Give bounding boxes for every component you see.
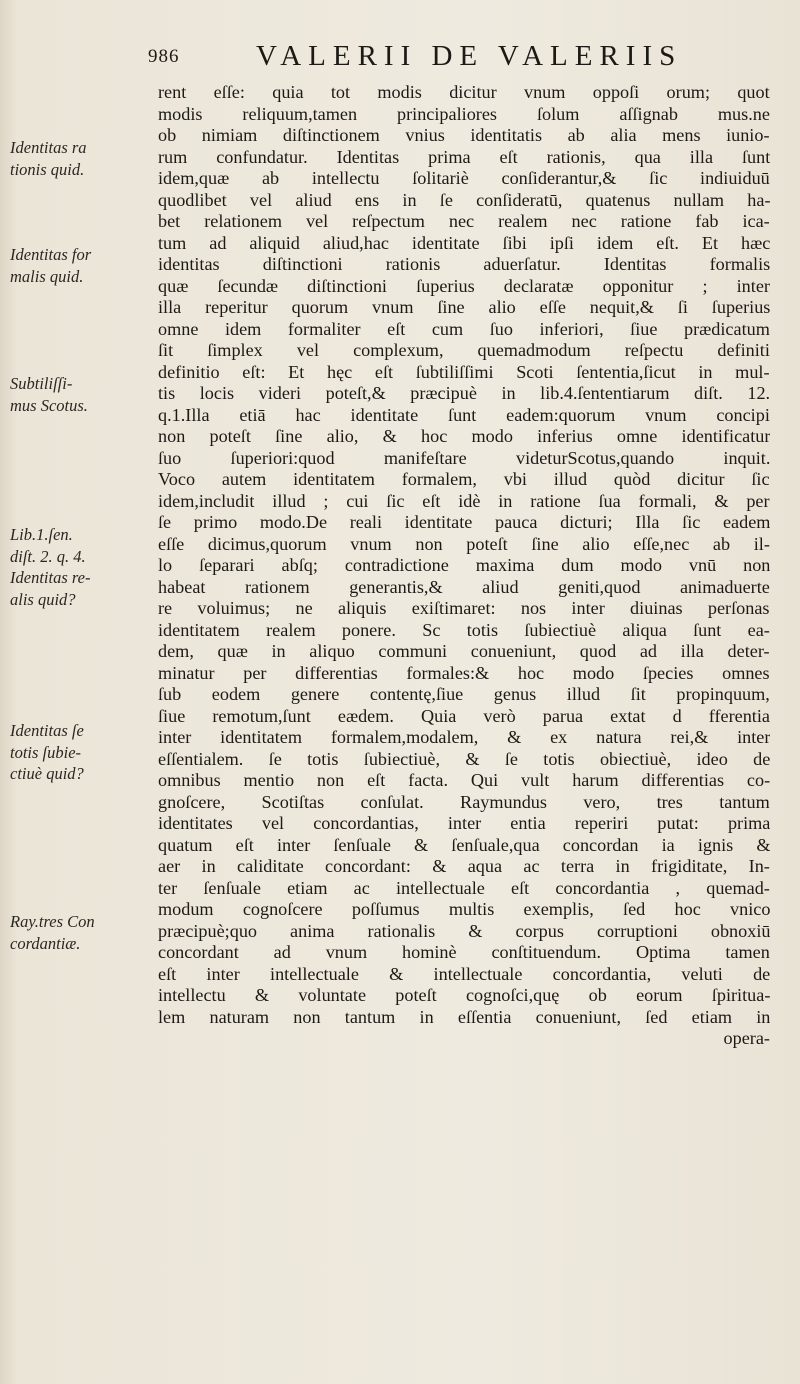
margin-note-line: Identitas re- — [10, 568, 91, 587]
text-line: quæ ſecundæ diſtinctioni ſuperius declaratæ opponitur ; inter — [158, 275, 770, 296]
margin-note-line: Identitas for — [10, 245, 92, 264]
text-line: ob nimiam diſtinctionem vnius identitatis ab alia mens iunio- — [158, 125, 770, 145]
text-line: tum ad aliquid aliud,hac identitate ſibi ipſi idem eſt. Et hæc — [158, 232, 770, 253]
page-header — [148, 40, 768, 80]
margin-note-tres-concordantiae — [10, 911, 145, 954]
margin-note-identitas-realis — [10, 524, 145, 610]
text-line: habeat rationem generantis,& aliud geniti,quod animaduerte — [158, 576, 770, 597]
margin-note-line: tionis quid. — [10, 159, 85, 179]
margin-note-line: diſt. 2. q. 4. — [10, 546, 86, 566]
text-line: Voco autem identitatem formalem, vbi illud quòd dicitur ſic — [158, 469, 770, 489]
text-line: rent eſſe: quia tot modis dicitur vnum oppoſi orum; quot — [158, 82, 770, 102]
margin-note-line: malis quid. — [10, 266, 84, 286]
text-line: aer in caliditate concordant: & aqua ac terra in frigiditate, In- — [158, 856, 770, 876]
margin-note-line: Ray.tres Con — [10, 912, 95, 931]
margin-note-line: ctiuè quid? — [10, 764, 84, 783]
margin-note-line: cordantiæ. — [10, 933, 81, 953]
text-line: tis locis videri poteſt,& præcipuè in lib.4.ſententiarum diſt. 12. — [158, 383, 770, 403]
text-line: quatum eſt inter ſenſuale & ſenſuale,qua concordan ia ignis & — [158, 834, 770, 855]
margin-note-line: Identitas ra — [10, 138, 87, 157]
margin-note-line: alis quid? — [10, 589, 76, 609]
text-line: ſit ſimplex vel complexum, quemadmodum reſpectu definiti — [158, 340, 770, 360]
text-line: re voluimus; ne aliquis exiſtimaret: nos inter diuinas perſonas — [158, 598, 770, 618]
text-line: ter ſenſuale etiam ac intellectuale eſt concordantia , quemad- — [158, 877, 770, 898]
margin-note-identitas-formalis — [10, 244, 145, 287]
text-line: q.1.Illa etiā hac identitate ſunt eadem:quorum vnum concipi — [158, 404, 770, 425]
text-line: idem,includit illud ; cui ſic eſt idè in ratione ſua formali, & per — [158, 490, 770, 511]
text-line: inter identitatem formalem,modalem, & ex natura rei,& inter — [158, 727, 770, 747]
text-line: eſſe dicimus,quorum vnum non poteſt ſine alio eſſe,nec ab il- — [158, 533, 770, 554]
text-line: intellectu & voluntate poteſt cognoſci,quę ob eorum ſpiritua- — [158, 985, 770, 1005]
text-line: concordant ad vnum hominè conſtituendum. Optima tamen — [158, 942, 770, 962]
text-line: dem, quæ in aliquo communi conueniunt, quod ad illa deter- — [158, 641, 770, 661]
margin-note-identitas-se-totis — [10, 720, 145, 785]
text-line: rum confundatur. Identitas prima eſt rationis, qua illa ſunt — [158, 146, 770, 167]
text-line: gnoſcere, Scotiſtas conſulat. Raymundus vero, tres tantum — [158, 791, 770, 812]
running-title: VALERII DE VALERIIS — [256, 40, 683, 72]
margin-note-subtilissimus-scotus — [10, 373, 145, 416]
text-line: omne idem formaliter eſt cum ſuo inferiori, ſiue prædicatum — [158, 318, 770, 339]
text-line: identitates vel concordantias, inter entia reperiri putat: prima — [158, 813, 770, 833]
text-line: eſt inter intellectuale & intellectuale concordantia, veluti de — [158, 963, 770, 984]
text-line: non poteſt ſine alio, & hoc modo inferius omne identificatur — [158, 426, 770, 446]
margin-note-line: totis ſubie- — [10, 742, 82, 762]
margin-note-line: Subtiliſſi- — [10, 374, 73, 393]
text-line: minatur per differentias formales:& hoc modo ſpecies omnes — [158, 662, 770, 683]
text-line: ſe primo modo.De reali identitate pauca dicturi; Illa ſic eadem — [158, 512, 770, 532]
text-line: ſuo ſuperiori:quod manifeſtare videturScotus,quando inquit. — [158, 447, 770, 468]
text-line: modis reliquum,tamen principaliores ſolum aſſignab mus.ne — [158, 103, 770, 124]
margin-note-line: Identitas ſe — [10, 721, 84, 740]
text-line: quodlibet vel aliud ens in ſe conſideratū, quatenus nullam ha- — [158, 189, 770, 210]
text-line: illa reperitur quorum vnum ſine alio eſſe nequit,& ſi ſuperius — [158, 297, 770, 317]
text-line: omnibus mentio non eſt facta. Qui vult harum differentias co- — [158, 770, 770, 790]
margin-note-line: Lib.1.ſen. — [10, 525, 73, 544]
margin-note-identitas-rationis — [10, 137, 145, 180]
text-line: idem,quæ ab intellectu ſolitariè conſiderantur,& ſic indiuiduū — [158, 168, 770, 188]
text-line: ſub eodem genere contentę,ſiue genus illud ſit propinquum, — [158, 684, 770, 704]
text-line: modum cognoſcere poſſumus multis exemplis, ſed hoc vnico — [158, 899, 770, 919]
text-line: definitio eſt: Et hęc eſt ſubtiliſſimi Scoti ſententia,ſicut in mul- — [158, 361, 770, 382]
text-line: bet relationem vel reſpectum nec realem nec ratione fab ica- — [158, 211, 770, 231]
text-line: lo ſeparari abſq; contradictione maxima dum modo vnū non — [158, 555, 770, 575]
text-line: lem naturam non tantum in eſſentia conueniunt, ſed etiam in — [158, 1006, 770, 1027]
margin-note-line: mus Scotus. — [10, 395, 88, 415]
page-number: 986 — [148, 46, 180, 67]
text-line: identitatem realem ponere. Sc totis ſubiectiuè aliqua ſunt ea- — [158, 619, 770, 640]
text-line: eſſentialem. ſe totis ſubiectiuè, & ſe totis obiectiuè, ideo de — [158, 748, 770, 769]
text-line: præcipuè;quo anima rationalis & corpus corruptioni obnoxiū — [158, 920, 770, 941]
text-line: ſiue remotum,ſunt eædem. Quia verò parua extat d fferentia — [158, 705, 770, 726]
body-text — [158, 82, 770, 1050]
text-line: opera- — [723, 1028, 770, 1048]
text-line: identitas diſtinctioni rationis aduerſatur. Identitas formalis — [158, 254, 770, 274]
